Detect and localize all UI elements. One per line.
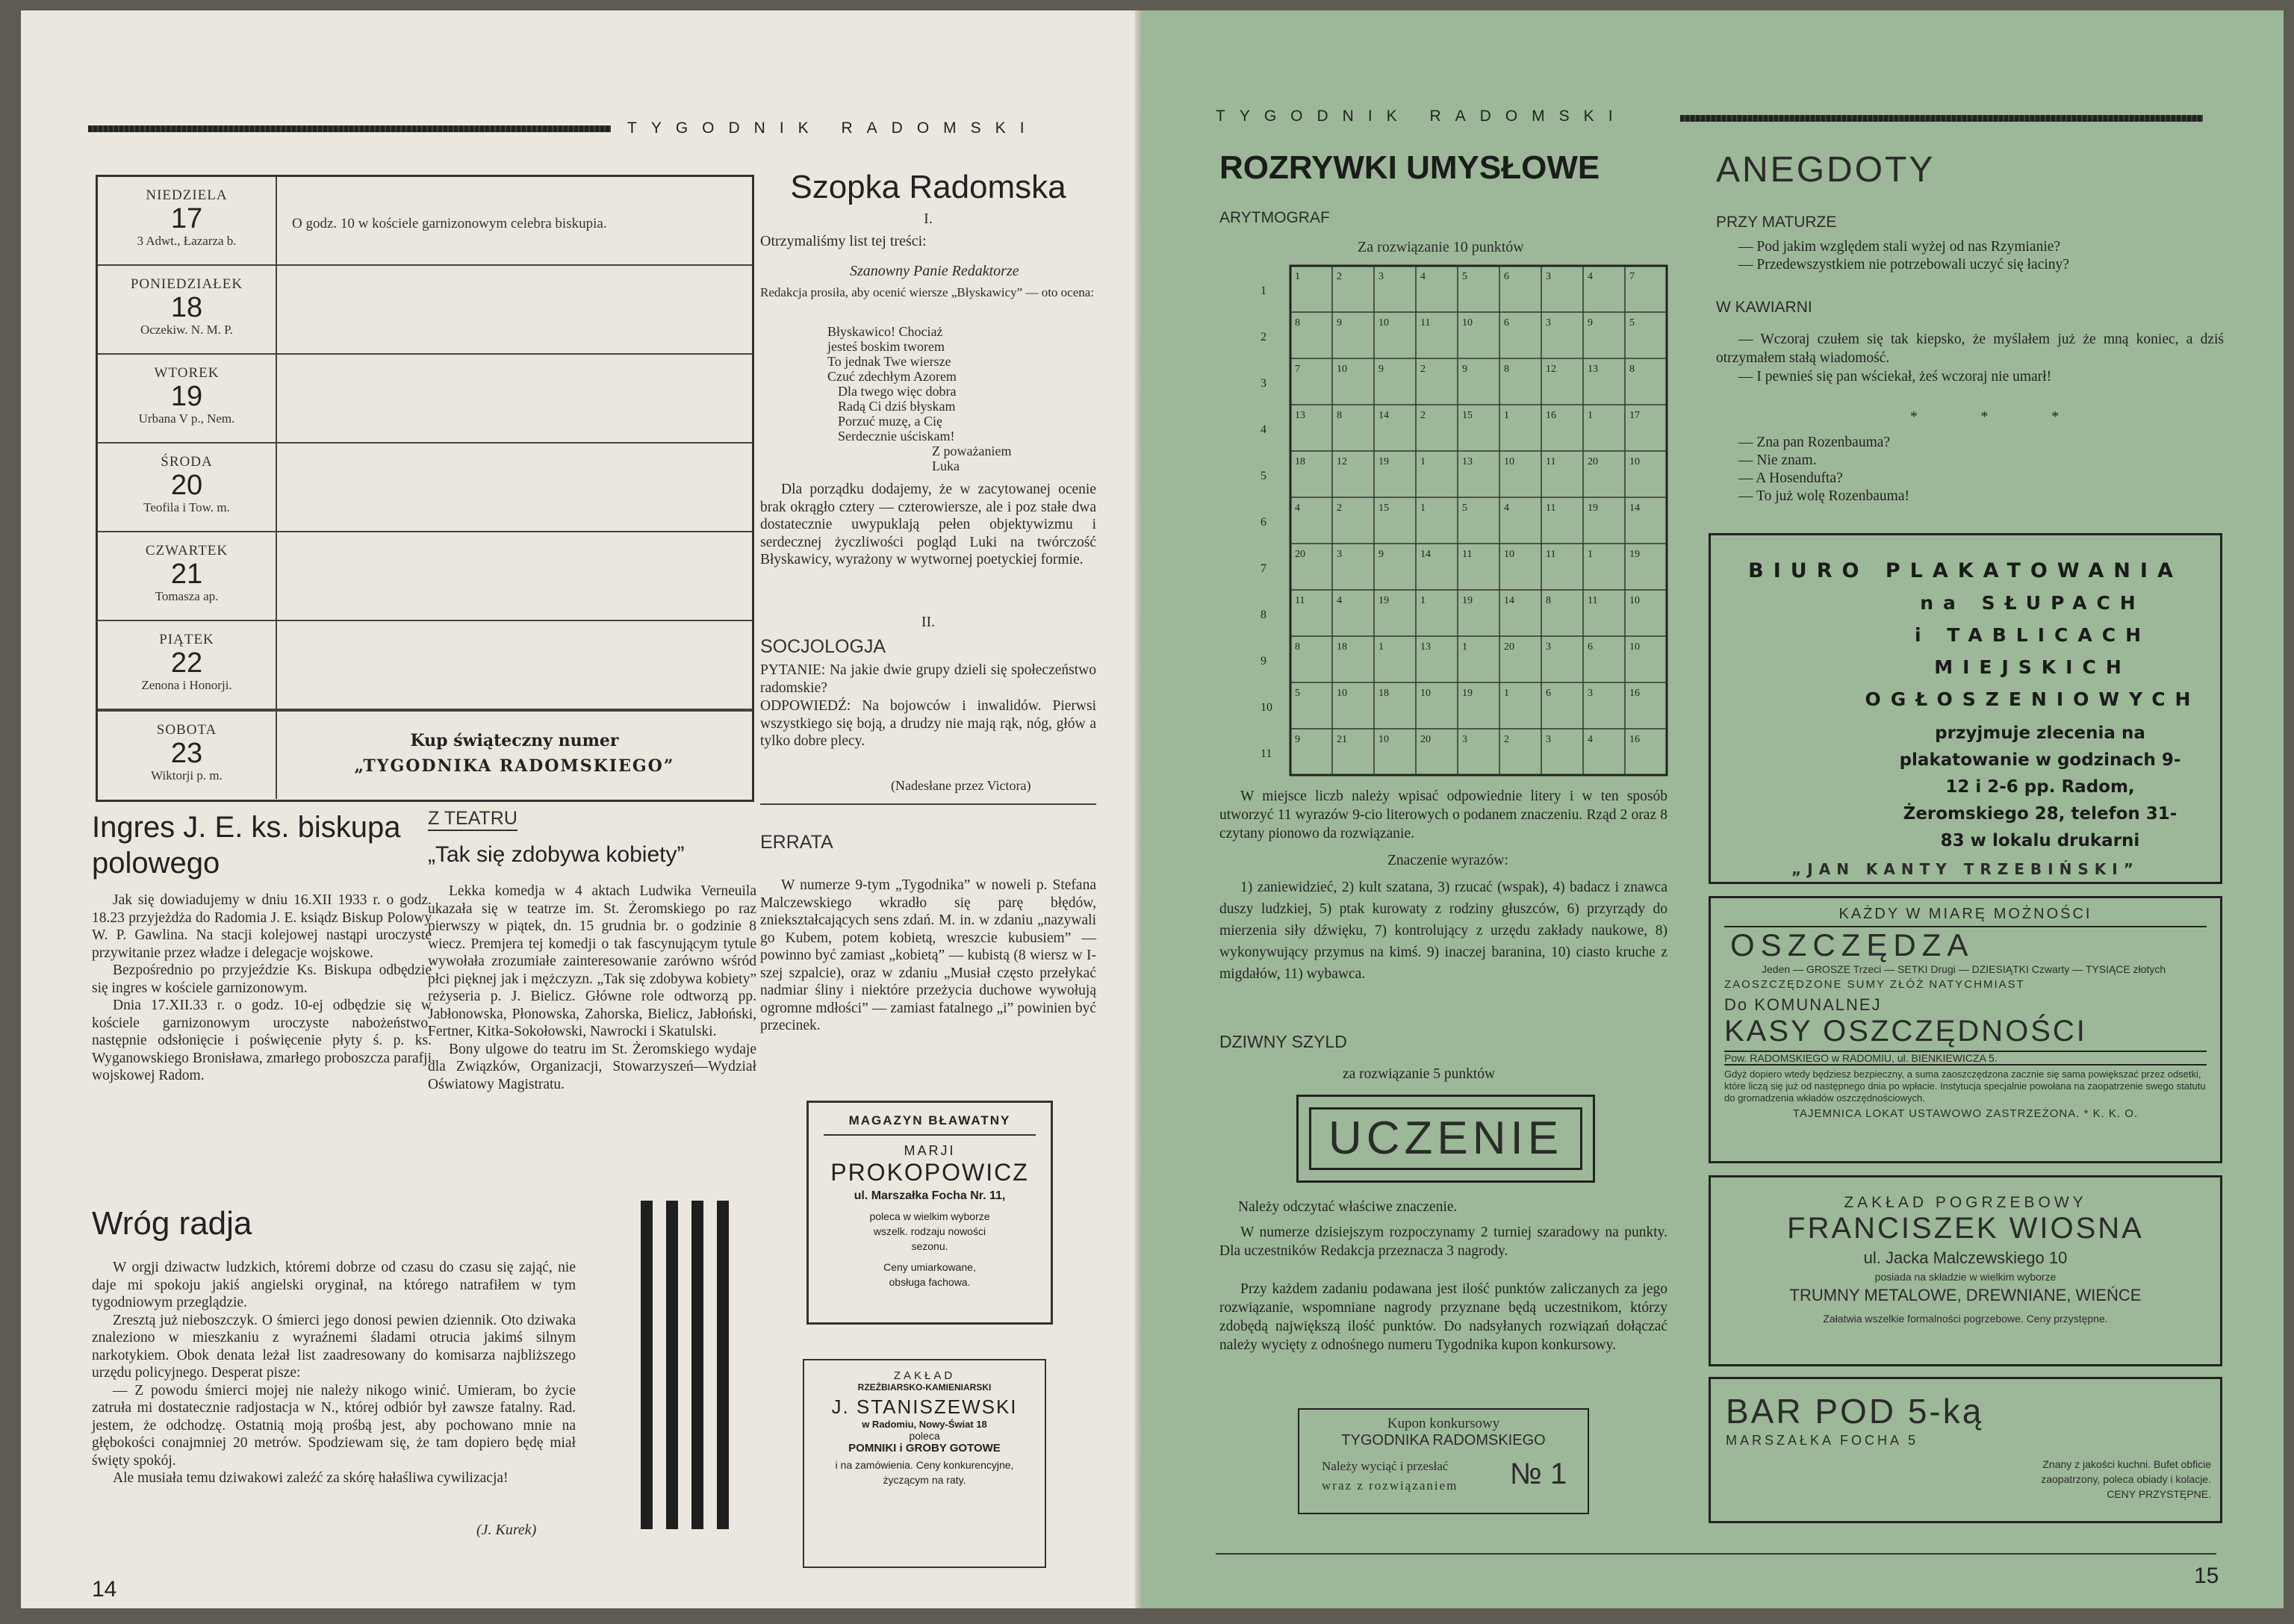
kasa-pow: Pow. RADOMSKIEGO w RADOMIU, ul. BIENKIEWICZA 5. <box>1724 1051 2207 1065</box>
poem-line: Błyskawico! Chociaż <box>827 324 943 339</box>
poem-line: To jednak Twe wiersze <box>827 354 951 369</box>
grid-cell-number: 7 <box>1295 364 1300 375</box>
grid-row-label: 5 <box>1261 470 1266 482</box>
szopka-poem <box>827 324 1051 473</box>
grid-cell-number: 13 <box>1295 410 1305 421</box>
kasa-oszczednosci-ad <box>1709 896 2222 1163</box>
rozenbaum-1: — Zna pan Rozenbauma? <box>1738 435 1891 450</box>
calendar-day-name: CZWARTEK <box>145 543 229 559</box>
calendar-day-name: PONIEDZIAŁEK <box>130 276 243 292</box>
grid-cell-number: 4 <box>1295 503 1300 514</box>
grid-cell-number: 17 <box>1629 410 1640 421</box>
calendar-saint: Oczekiw. N. M. P. <box>140 323 234 337</box>
grid-row-label: 1 <box>1261 284 1266 297</box>
poem-line: Serdecznie uściskam! <box>838 429 955 444</box>
socjologja-signature: (Nadesłane przez Victora) <box>891 778 1031 793</box>
grid-cell-number: 3 <box>1546 734 1551 745</box>
grid-cell-number: 14 <box>1504 595 1514 606</box>
kasa-small: Gdyż dopiero wtedy będziesz bezpieczny, a suma zaoszczędzona zacznie się sama powiększać przez odsetki, które liczą się już od następnego dnia po wpłacie. Instytucja specjalnie powołana na zaopatrzenie swego statutu do gromadzenia wkładów oszczędnościowych. <box>1724 1068 2206 1104</box>
kupon-line4: wraz z rozwiązaniem <box>1322 1478 1458 1493</box>
grid-cell-number: 19 <box>1378 456 1389 467</box>
kasa-top: KAŻDY W MIARĘ MOŻNOŚCI <box>1724 906 2207 927</box>
zaklad-line2: J. STANISZEWSKI <box>831 1396 1018 1418</box>
grid-cell-number: 1 <box>1295 271 1300 282</box>
grid-cell-number: 10 <box>1378 734 1389 745</box>
grid-cell-number: 2 <box>1337 503 1342 514</box>
wrog-p3: — Z powodu śmierci mojej nie należy nikogo winić. Umieram, bo życie zatruła mi dostatecznie radjostacja w N., której odbiór był zawsze fatalny. Rad. jestem, że odchodzę. Ostatnią moją prośbą jest, aby pochowano mnie na głębokości conajmniej 20 metrów. Spodziewam się, że tam dopiero będę miał święty spokój. <box>92 1382 576 1469</box>
grid-cell-number: 8 <box>1295 317 1300 329</box>
bar-addr: MARSZAŁKA FOCHA 5 <box>1726 1433 1919 1448</box>
staniszewski-ad <box>803 1359 1046 1568</box>
ingres-title: Ingres J. E. ks. biskupa polowego <box>92 811 401 880</box>
teatr-article <box>428 883 756 1093</box>
grid-cell-number: 1 <box>1420 595 1426 606</box>
szopka-comment: Dla porządku dodajemy, że w zacytowanej ocenie brak okrągło cztery — czterowiersze, ale i poz stałe dwa dostatecznie uwypuklają pełen objektywizmu i serdecznej życzliwości pogląd Luki na twórczość Błyskawicy, wyrażony w wytwornej poetyckiej formie. <box>760 482 1096 567</box>
plakatowanie-line: MIEJSKICH <box>1934 656 2131 678</box>
weekly-calendar <box>96 175 754 802</box>
grid-cell-number: 20 <box>1588 456 1598 467</box>
grid-cell-number: 11 <box>1546 456 1556 467</box>
poem-line: Dla twego więc dobra <box>838 384 957 399</box>
magazyn-title: MAGAZYN BŁAWATNY <box>824 1113 1036 1136</box>
rozenbaum-3: — A Hosendufta? <box>1738 470 1843 486</box>
wiosna-addr: ul. Jacka Malczewskiego 10 <box>1863 1248 2068 1267</box>
szyld-title: DZIWNY SZYLD <box>1219 1032 1347 1051</box>
zaklad-line1: RZEŹBIARSKO-KAMIENIARSKI <box>857 1382 992 1393</box>
grid-cell-number: 4 <box>1588 271 1593 282</box>
calendar-row <box>98 710 752 799</box>
szopka-part2: II. <box>921 614 936 630</box>
grid-cell-number: 3 <box>1546 641 1551 653</box>
magazyn-ad <box>806 1101 1053 1325</box>
magazyn-line2: PROKOPOWICZ <box>830 1159 1029 1186</box>
plakatowanie-line: i TABLICACH <box>1915 624 2151 646</box>
uczenie-sign <box>1296 1095 1595 1183</box>
ingres-article <box>92 892 432 1085</box>
calendar-event: O godz. 10 w kościele garnizonowym celebra biskupia. <box>292 216 607 231</box>
grid-cell-number: 8 <box>1504 364 1509 375</box>
calendar-ad-line2: „TYGODNIKA RADOMSKIEGO” <box>354 756 675 776</box>
szyld-points: za rozwiązanie 5 punktów <box>1343 1066 1496 1082</box>
grid-cell-number: 1 <box>1462 641 1467 653</box>
grid-cell-number: 3 <box>1462 734 1467 745</box>
calendar-day-number: 23 <box>170 738 203 769</box>
bar-small: Znany z jakości kuchni. Bufet obficie zaopatrzony, poleca obiady i kolacje. CENY PRZYSTĘPNE. <box>2041 1458 2211 1500</box>
grid-cell-number: 10 <box>1504 456 1514 467</box>
socjologja-question: PYTANIE: Na jakie dwie grupy dzieli się społeczeństwo radomskie? <box>760 662 1096 696</box>
grid-row-label: 11 <box>1261 747 1272 760</box>
header-title: TYGODNIK RADOMSKI <box>627 119 1039 137</box>
calendar-date <box>98 621 277 709</box>
szopka-intro: Otrzymaliśmy list tej treści: <box>760 233 927 249</box>
grid-cell-number: 19 <box>1588 503 1598 514</box>
magazyn-line4: poleca w wielkim wyborze wszelk. rodzaju nowości sezonu. <box>869 1210 990 1252</box>
calendar-date <box>98 355 277 442</box>
grid-cell-number: 19 <box>1462 595 1473 606</box>
grid-cell-number: 18 <box>1378 688 1389 699</box>
calendar-day-number: 21 <box>170 559 203 590</box>
turniej-p2: Przy każdem zadaniu podawana jest ilość punktów zaliczanych za jego rozwiązanie, wspomniane nagrody przyznane będą uczestnikom, którzy zdobędą największą ilość punktów. Do nadsyłanych rozwiązań dołączać należy wycięty z odnośnego numeru Tygodnika kupon konkursowy. <box>1219 1281 1667 1353</box>
grid-cell-number: 1 <box>1504 410 1509 421</box>
grid-cell-number: 12 <box>1337 456 1347 467</box>
magazyn-line1: MARJI <box>904 1143 956 1158</box>
teatr-section: Z TEATRU <box>428 808 517 831</box>
wrog-p2: Zresztą już nieboszczyk. O śmierci jego donosi pewien dziennik. Oto dziwaka znaleziono w mieszkaniu z wyraźnemi śladami otrucia jakimś silnym narkotykiem. Obok denata leżał list zaadresowany do komisarza najbliższego urzędu policyjnego. Desperat pisze: <box>92 1312 576 1381</box>
calendar-day-name: PIĄTEK <box>159 632 214 647</box>
calendar-ad <box>277 712 752 799</box>
calendar-row <box>98 444 752 532</box>
rozenbaum-4: — To już wolę Rozenbauma! <box>1738 488 1909 504</box>
grid-cell-number: 20 <box>1420 734 1431 745</box>
grid-cell-number: 9 <box>1378 364 1384 375</box>
ingres-p2: Bezpośrednio po przyjeździe Ks. Biskupa odbędzie się ingres w kościele garnizonowym. <box>92 962 432 996</box>
calendar-row <box>98 266 752 355</box>
poem-line: Z poważaniem <box>932 444 1012 458</box>
right-page <box>1141 10 2284 1608</box>
calendar-ad-line1: Kup świąteczny numer <box>410 731 619 750</box>
calendar-saint: 3 Adwt., Łazarza b. <box>137 234 237 248</box>
grid-cell-number: 11 <box>1462 549 1473 560</box>
grid-cell-number: 18 <box>1295 456 1305 467</box>
grid-cell-number: 5 <box>1462 271 1467 282</box>
bar-ad <box>1709 1377 2222 1523</box>
szopka-part1: I. <box>924 211 933 227</box>
calendar-saint: Urbana V p., Nem. <box>138 411 235 426</box>
ingres-p3: Dnia 17.XII.33 r. o godz. 10-ej odbędzie się w kościele garnizonowym uroczyste nabożeństwo, następnie odsłonięcie i poświęcenie płyty ś. p. ks. Wyganowskiego Bronisława, zmarłego proboszcza parafji wojskowej Radom. <box>92 998 432 1083</box>
grid-cell-number: 15 <box>1462 410 1473 421</box>
grid-cell-number: 1 <box>1588 549 1593 560</box>
calendar-date <box>98 266 277 353</box>
plakatowanie-ad <box>1709 533 2222 884</box>
grid-cell-number: 16 <box>1546 410 1556 421</box>
teatr-p1: Lekka komedja w 4 aktach Ludwika Verneuila ukazała się w teatrze im. St. Żeromskiego po raz pierwszy w piątek, dn. 15 grudnia br. o godzinie 8 wiecz. Premjera tej komedji o tak fascynującym tytule wywołała zrozumiałe zainteresowanie zarówno wśród płci pięknej jak i mężczyzn. „Tak się zdobywa kobiety” reżyseria p. J. Bielicz. Główne role odtworzą pp. Jabłonowska, Płonowska, Zahorska, Bielicz, Jabłoński, Fertner, Kitka-Sokołowski, Nawrocki i Skatulski. <box>428 883 756 1039</box>
poem-line: jesteś boskim tworem <box>827 339 945 354</box>
znaczenie-list: 1) zaniewidzieć, 2) kult szatana, 3) rzucać (wspak), 4) badacz i znawca duszy ludzkiej, 5) ptak kurowaty z rodziny głuszców, 6) przyrządy do mierzenia siły dźwięku, 7) kontrolujący z urzędu zakłady naukowe, 8) wykonywujący przymus na kimś. 9) inaczej baranina, 10) ciasto kruche z migdałów, 11) wybawca. <box>1219 880 1667 982</box>
calendar-date <box>98 444 277 531</box>
right-page-number: 15 <box>2194 1564 2219 1588</box>
calendar-row <box>98 355 752 444</box>
arytmograf-grid <box>1253 264 1671 780</box>
matura-q: — Pod jakim względem stali wyżej od nas Rzymianie? <box>1738 239 2061 255</box>
calendar-saint: Wiktorji p. m. <box>151 768 223 783</box>
kupon-number: № 1 <box>1510 1457 1567 1490</box>
poem-line: Czuć zdechłym Azorem <box>827 369 957 384</box>
wrog-title: Wróg radja <box>92 1205 252 1242</box>
kawiarnia-heading: W KAWIARNI <box>1716 299 1812 316</box>
left-page-number: 14 <box>92 1577 117 1602</box>
grid-cell-number: 15 <box>1378 503 1389 514</box>
calendar-saint: Teofila i Tow. m. <box>143 500 230 514</box>
grid-row-label: 6 <box>1261 516 1266 529</box>
grid-cell-number: 19 <box>1378 595 1389 606</box>
grid-cell-number: 8 <box>1546 595 1551 606</box>
kasa-do: Do KOMUNALNEJ <box>1724 995 1882 1014</box>
calendar-day-name: NIEDZIELA <box>146 187 228 203</box>
grid-cell-number: 8 <box>1629 364 1635 375</box>
grid-cell-number: 9 <box>1295 734 1300 745</box>
wiosna-ad <box>1709 1175 2222 1366</box>
calendar-day-name: ŚRODA <box>161 454 213 470</box>
calendar-saint: Tomasza ap. <box>155 589 219 603</box>
calendar-day-number: 17 <box>170 203 203 234</box>
grid-cell-number: 10 <box>1420 688 1431 699</box>
grid-cell-number: 19 <box>1629 549 1640 560</box>
grid-cell-number: 4 <box>1337 595 1342 606</box>
grid-cell-number: 12 <box>1546 364 1556 375</box>
calendar-day-number: 19 <box>170 381 203 412</box>
errata-text: W numerze 9-tym „Tygodnika” w noweli p. Stefana Malczewskiego wkradło się parę błędów, zniekształcających sens zdań. M. in. w zdaniu „nazywali go Kubem, potem kobietą, wreszcie kubusiem” — powinno być zamiast „kobietą” — kubistą (8 wiersz w I-szej szpalcie), oraz w zdaniu „Musiał często przełykać nadmiar śliny i niektóre przeżycia duchowe wywołują ogromne mdłości” — zamiast fatalnego „i” powinien być przecinek. <box>760 877 1096 1033</box>
znaczenie-heading: Znaczenie wyrazów: <box>1387 853 1508 868</box>
kawiarnia-a: — I pewnieś się pan wściekał, żeś wczoraj nie umarł! <box>1738 369 2052 385</box>
calendar-saint: Zenona i Honorji. <box>141 678 232 692</box>
grid-cell-number: 9 <box>1378 549 1384 560</box>
grid-cell-number: 10 <box>1629 456 1640 467</box>
zaklad-line4: poleca <box>909 1430 940 1442</box>
wiosna-footer: Załatwia wszelkie formalności pogrzebowe. Ceny przystępne. <box>1823 1313 2108 1325</box>
grid-cell-number: 9 <box>1462 364 1467 375</box>
kupon-line2: TYGODNIKA RADOMSKIEGO <box>1341 1432 1546 1449</box>
teatr-title: „Tak się zdobywa kobiety” <box>428 842 685 867</box>
kawiarnia-q: — Wczoraj czułem się tak kiepsko, że myślałem już że mną koniec, a dziś otrzymałem stałą wiadomość. <box>1716 332 2224 366</box>
grid-cell-number: 9 <box>1588 317 1593 329</box>
poem-line: Radą Ci dziś błyskam <box>838 399 956 414</box>
plakatowanie-line: na SŁUPACH <box>1920 592 2145 614</box>
arytmograf-instructions: W miejsce liczb należy wpisać odpowiednie litery i w ten sposób utworzyć 11 wyrazów 9-cio literowych o podanem znaczeniu. Rząd 2 oraz 8 czytany pionowo da rozwiązanie. <box>1219 788 1667 841</box>
wiosna-trumny: TRUMNY METALOWE, DREWNIANE, WIEŃCE <box>1789 1286 2142 1304</box>
szopka-salutation: Szanowny Panie Redaktorze <box>850 263 1019 279</box>
grid-cell-number: 21 <box>1337 734 1347 745</box>
grid-cell-number: 5 <box>1629 317 1635 329</box>
grid-cell-number: 5 <box>1462 503 1467 514</box>
socjologja-title: SOCJOLOGJA <box>760 636 886 657</box>
kupon-konkursowy <box>1298 1408 1589 1514</box>
decorative-stripes <box>641 1201 729 1529</box>
grid-cell-number: 6 <box>1546 688 1551 699</box>
header-rule-right <box>1680 115 2203 122</box>
bar-name: BAR POD 5-ką <box>1726 1392 1984 1431</box>
grid-cell-number: 14 <box>1629 503 1640 514</box>
grid-cell-number: 13 <box>1588 364 1598 375</box>
wrog-signature: (J. Kurek) <box>476 1522 537 1538</box>
grid-cell-number: 1 <box>1378 641 1384 653</box>
header-rule <box>88 125 611 132</box>
calendar-day-number: 22 <box>170 647 203 679</box>
grid-cell-number: 5 <box>1295 688 1300 699</box>
grid-cell-number: 1 <box>1588 410 1593 421</box>
grid-row-label: 8 <box>1261 609 1266 621</box>
grid-cell-number: 1 <box>1420 503 1426 514</box>
kupon-line3: Należy wyciąć i przesłać <box>1322 1459 1449 1473</box>
grid-row-label: 9 <box>1261 655 1266 668</box>
grid-cell-number: 11 <box>1295 595 1305 606</box>
grid-cell-number: 7 <box>1629 271 1635 282</box>
grid-cell-number: 2 <box>1420 410 1426 421</box>
grid-cell-number: 10 <box>1629 595 1640 606</box>
grid-row-label: 4 <box>1261 423 1266 436</box>
wrog-article <box>92 1259 576 1487</box>
calendar-row <box>98 621 752 710</box>
poem-line: Porzuć muzę, a Cię <box>838 414 942 429</box>
grid-cell-number: 10 <box>1504 549 1514 560</box>
grid-cell-number: 10 <box>1462 317 1473 329</box>
grid-cell-number: 9 <box>1337 317 1342 329</box>
arytmograf-title: ARYTMOGRAF <box>1219 209 1330 226</box>
grid-cell-number: 6 <box>1588 641 1593 653</box>
kasa-oszczedza: OSZCZĘDZA <box>1730 927 1974 962</box>
grid-cell-number: 20 <box>1504 641 1514 653</box>
calendar-day-number: 20 <box>170 470 203 501</box>
grid-cell-number: 14 <box>1378 410 1389 421</box>
grid-cell-number: 10 <box>1378 317 1389 329</box>
grid-cell-number: 2 <box>1420 364 1426 375</box>
wrog-p1: W orgji dziwactw ludzkich, któremi dobrze od czasu do czasu się zająć, nie daje mi spokoju jakiś angielski oryginał, na którego natrafiłem w tym tygodniowym przeglądzie. <box>92 1260 576 1310</box>
grid-cell-number: 19 <box>1462 688 1473 699</box>
grid-cell-number: 2 <box>1504 734 1509 745</box>
szopka-title: Szopka Radomska <box>790 169 1066 205</box>
calendar-date <box>98 177 277 264</box>
header-title-right: TYGODNIK RADOMSKI <box>1216 108 1627 125</box>
kasa-mid: Jeden — GROSZE Trzeci — SETKI Drugi — DZIESIĄTKI Czwarty — TYSIĄCE złotych <box>1762 963 2166 975</box>
magazyn-line3: ul. Marszałka Focha Nr. 11, <box>854 1189 1006 1202</box>
kupon-line1: Kupon konkursowy <box>1387 1416 1500 1431</box>
matura-heading: PRZY MATURZE <box>1716 214 1837 231</box>
grid-cell-number: 1 <box>1420 456 1426 467</box>
left-page <box>21 10 1141 1608</box>
grid-cell-number: 14 <box>1420 549 1431 560</box>
calendar-row <box>98 532 752 621</box>
grid-cell-number: 10 <box>1629 641 1640 653</box>
magazyn-line5: Ceny umiarkowane, obsługa fachowa. <box>883 1261 976 1288</box>
arytmograf-points: Za rozwiązanie 10 punktów <box>1358 239 1524 255</box>
grid-cell-number: 8 <box>1295 641 1300 653</box>
socjologja-answer: ODPOWIEDŹ: Na bojowców i inwalidów. Pierwsi wszystkiego się boją, a drudzy nie mają rąk, nóg, głów a tylko dobre plecy. <box>760 698 1096 749</box>
grid-row-label: 3 <box>1261 377 1266 390</box>
calendar-date <box>98 532 277 620</box>
wrog-p4: Ale musiała temu dziwakowi zaleźć za skórę hałaśliwa cywilizacja! <box>113 1470 509 1486</box>
bottom-rule <box>1216 1553 2216 1555</box>
zaklad-line6: i na zamówienia. Ceny konkurencyjne, życzącym na raty. <box>835 1459 1014 1486</box>
calendar-row <box>98 177 752 266</box>
plakatowanie-line: BIURO PLAKATOWANIA <box>1748 559 2183 582</box>
anegdoty-title: ANEGDOTY <box>1716 150 1936 190</box>
zaklad-line3: w Radomiu, Nowy-Świat 18 <box>862 1419 987 1430</box>
grid-cell-number: 16 <box>1629 688 1640 699</box>
teatr-p2: Bony ulgowe do teatru im St. Żeromskiego wydaje dla Związków, Organizacji, Stowarzyszeń—Wydział Oświatowy Magistratu. <box>428 1041 756 1092</box>
grid-cell-number: 11 <box>1546 503 1556 514</box>
zaklad-line5: POMNIKI i GROBY GOTOWE <box>848 1442 1001 1455</box>
grid-cell-number: 11 <box>1420 317 1431 329</box>
grid-cell-number: 13 <box>1462 456 1473 467</box>
wiosna-name: FRANCISZEK WIOSNA <box>1787 1212 2144 1245</box>
grid-cell-number: 3 <box>1546 317 1551 329</box>
grid-cell-number: 3 <box>1546 271 1551 282</box>
matura-a: — Przedewszystkiem nie potrzebowali uczyć się łaciny? <box>1738 257 2069 273</box>
szopka-note: Redakcja prosiła, aby ocenić wiersze „Błyskawicy” — oto ocena: <box>760 285 1095 299</box>
plakatowanie-line: OGŁOSZENIOWYCH <box>1865 688 2201 710</box>
plakatowanie-small: przyjmuje zlecenia na plakatowanie w godzinach 9-12 i 2-6 pp. Radom, Żeromskiego 28, telefon 31-83 w lokalu drukarni <box>1899 724 2181 850</box>
zaklad-title: ZAKŁAD <box>893 1369 956 1382</box>
uczenie-word: UCZENIE <box>1309 1107 1582 1170</box>
calendar-day-name: WTOREK <box>154 365 220 381</box>
newspaper-spread <box>21 10 2284 1608</box>
grid-cell-number: 1 <box>1504 688 1509 699</box>
poem-line: Luka <box>932 458 960 473</box>
grid-cell-number: 4 <box>1588 734 1593 745</box>
grid-row-label: 10 <box>1261 701 1272 714</box>
turniej-p1: W numerze dzisiejszym rozpoczynamy 2 turniej szaradowy na punkty. Dla uczestników Redakcja przeznacza 3 nagrody. <box>1219 1225 1667 1259</box>
rozenbaum-2: — Nie znam. <box>1738 452 1817 468</box>
grid-cell-number: 18 <box>1337 641 1347 653</box>
grid-row-label: 2 <box>1261 331 1266 343</box>
calendar-date <box>98 712 277 799</box>
kasa-footer: TAJEMNICA LOKAT USTAWOWO ZASTRZEŻONA. * K. K. O. <box>1792 1107 2139 1120</box>
grid-cell-number: 6 <box>1504 317 1509 329</box>
grid-cell-number: 13 <box>1420 641 1431 653</box>
calendar-day-name: SOBOTA <box>156 722 217 738</box>
szopka-divider <box>760 803 1096 805</box>
grid-cell-number: 11 <box>1546 549 1556 560</box>
plakatowanie-footer: „JAN KANTY TRZEBIŃSKI” <box>1791 860 2139 878</box>
grid-cell-number: 20 <box>1295 549 1305 560</box>
grid-cell-number: 3 <box>1588 688 1593 699</box>
calendar-day-number: 18 <box>170 292 203 323</box>
grid-cell-number: 10 <box>1337 364 1347 375</box>
grid-cell-number: 4 <box>1504 503 1509 514</box>
grid-cell-number: 8 <box>1337 410 1342 421</box>
grid-cell-number: 2 <box>1337 271 1342 282</box>
grid-cell-number: 3 <box>1337 549 1342 560</box>
kasa-mid2: ZAOSZCZĘDZONE SUMY ZŁÓŻ NATYCHMIAST <box>1724 978 2025 991</box>
rozrywki-title: ROZRYWKI UMYSŁOWE <box>1219 149 1600 186</box>
grid-cell-number: 10 <box>1337 688 1347 699</box>
grid-cell-number: 3 <box>1378 271 1384 282</box>
anegdoty-stars: * * * <box>1910 409 2089 425</box>
grid-cell-number: 11 <box>1588 595 1598 606</box>
kasa-name: KASY OSZCZĘDNOŚCI <box>1724 1015 2087 1048</box>
grid-cell-number: 4 <box>1420 271 1426 282</box>
grid-row-label: 7 <box>1261 562 1266 575</box>
wiosna-top: ZAKŁAD POGRZEBOWY <box>1844 1194 2087 1211</box>
errata-title: ERRATA <box>760 832 833 853</box>
grid-cell-number: 6 <box>1504 271 1509 282</box>
szyld-note: Należy odczytać właściwe znaczenie. <box>1238 1199 1458 1215</box>
ingres-p1: Jak się dowiadujemy w dniu 16.XII 1933 r. o godz. 18.23 przyjeżdża do Radomia J. E. ksiądz Biskup Polowy W. P. Gawlina. Na stacji kolejowej nastąpi uroczyste przywitanie przez władze i delegacje wojskowe. <box>92 892 432 961</box>
grid-cell-number: 16 <box>1629 734 1640 745</box>
wiosna-small: posiada na składzie w wielkim wyborze <box>1874 1271 2057 1283</box>
